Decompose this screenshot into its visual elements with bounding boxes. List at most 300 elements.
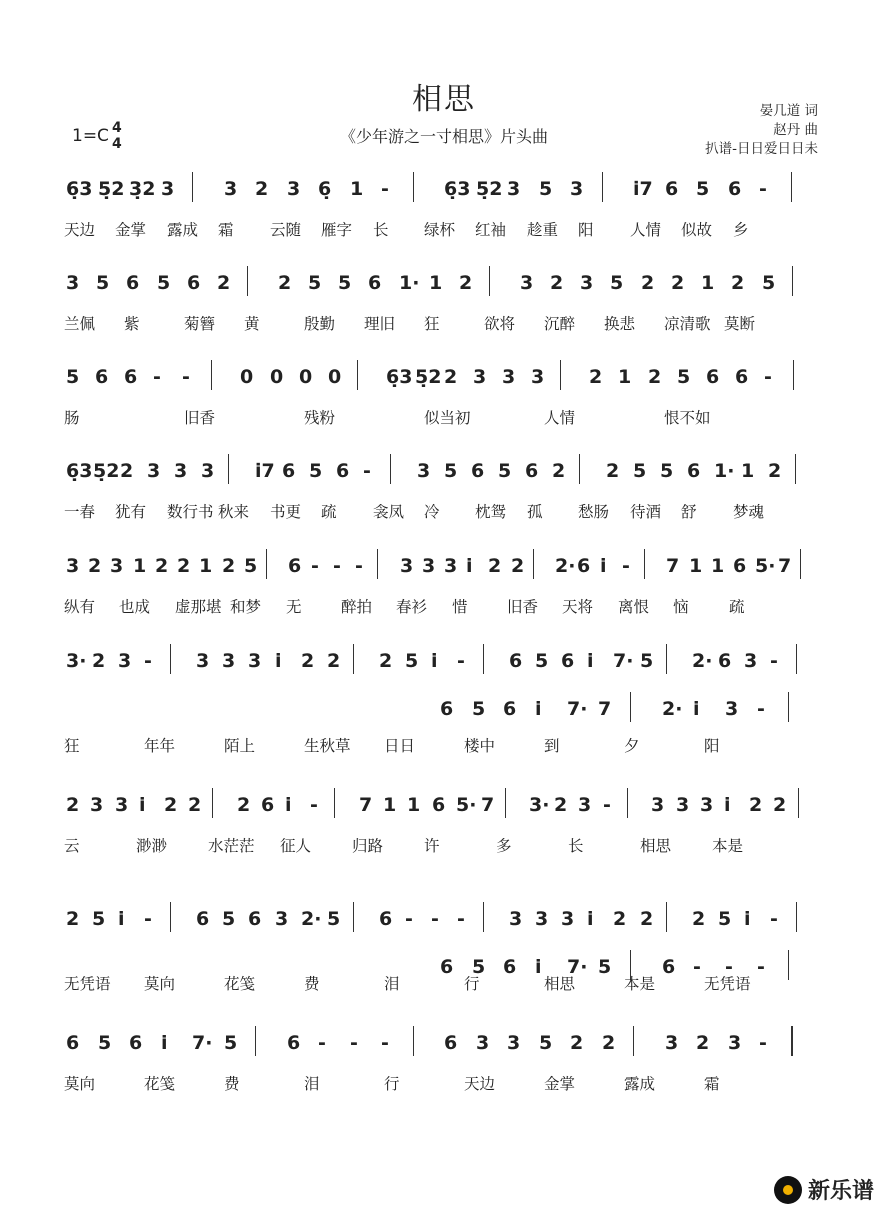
- note: 5: [405, 650, 419, 672]
- note: 3: [502, 366, 516, 388]
- note: 2·: [662, 698, 683, 720]
- note: i̇7: [633, 178, 653, 200]
- note: 5: [660, 460, 674, 482]
- note: i: [724, 794, 731, 816]
- note: 1·: [399, 272, 420, 294]
- note: 6: [735, 366, 749, 388]
- barline: [798, 788, 799, 818]
- lyric-row: [64, 734, 824, 760]
- note: 3: [287, 178, 301, 200]
- lyric-word: 醉拍: [341, 598, 373, 616]
- key-label: 1=C: [72, 126, 109, 146]
- note: 3: [665, 1032, 679, 1054]
- note: -: [757, 698, 765, 720]
- note: 2: [602, 1032, 616, 1054]
- note: 2: [488, 555, 502, 577]
- note: 7·: [192, 1032, 213, 1054]
- lyric-word: 虚那堪: [175, 598, 222, 616]
- note: 2: [164, 794, 178, 816]
- note: 7: [598, 698, 612, 720]
- note: 6̣3: [66, 460, 93, 482]
- lyric-word: 泪: [304, 1075, 320, 1093]
- note: 7: [666, 555, 680, 577]
- note: -: [770, 908, 778, 930]
- note: 3: [66, 555, 80, 577]
- note: -: [725, 956, 733, 978]
- note: 6: [368, 272, 382, 294]
- note: 6: [440, 698, 454, 720]
- lyric-word: 黄: [244, 315, 260, 333]
- lyric-word: 云: [64, 837, 80, 855]
- note: -: [182, 366, 190, 388]
- note: 1: [383, 794, 397, 816]
- barline: [211, 360, 212, 390]
- note: i: [535, 698, 542, 720]
- note: 6: [525, 460, 539, 482]
- note: 7·: [613, 650, 634, 672]
- note: 6: [95, 366, 109, 388]
- lyric-row: [64, 1072, 824, 1098]
- lyric-word: 恼: [673, 598, 689, 616]
- note: 1: [711, 555, 725, 577]
- note: 6: [288, 555, 302, 577]
- note: 3: [90, 794, 104, 816]
- note: -: [381, 1032, 389, 1054]
- note: 3: [561, 908, 575, 930]
- lyric-word: 渺渺: [136, 837, 168, 855]
- note: 2: [237, 794, 251, 816]
- lyric-word: 菊簪: [184, 315, 216, 333]
- lower-note-row: [440, 698, 820, 734]
- note: 2: [640, 908, 654, 930]
- barline: [413, 172, 414, 202]
- barline: [791, 172, 792, 202]
- note: -: [603, 794, 611, 816]
- note: -: [350, 1032, 358, 1054]
- note: -: [310, 794, 318, 816]
- lyric-word: 霜: [218, 221, 234, 239]
- lyric-word: 一春: [64, 503, 96, 521]
- note: 6: [728, 178, 742, 200]
- note: 6: [471, 460, 485, 482]
- barline: [228, 454, 229, 484]
- barline: [793, 360, 794, 390]
- note: 2: [749, 794, 763, 816]
- note: 2: [552, 460, 566, 482]
- lyric-word: 衾凤: [373, 503, 405, 521]
- note: 2: [550, 272, 564, 294]
- note-row: [66, 794, 826, 830]
- note: 5: [539, 1032, 553, 1054]
- note: 2: [327, 650, 341, 672]
- barline: [247, 266, 248, 296]
- barline: [633, 1026, 634, 1056]
- note: i: [275, 650, 282, 672]
- barline: [334, 788, 335, 818]
- lyric-word: 纵有: [64, 598, 96, 616]
- note: 5: [222, 908, 236, 930]
- note: 5: [244, 555, 258, 577]
- note: 3: [422, 555, 436, 577]
- note: 5: [327, 908, 341, 930]
- note: 3: [700, 794, 714, 816]
- lyric-word: 到: [544, 737, 560, 755]
- note: -: [457, 650, 465, 672]
- barline: [579, 454, 580, 484]
- barline: [212, 788, 213, 818]
- lyric-word: 凉清歌: [664, 315, 711, 333]
- note: 5: [472, 698, 486, 720]
- lyric-row: [64, 834, 824, 860]
- note: 1: [618, 366, 632, 388]
- note: 2: [66, 794, 80, 816]
- note: 3: [275, 908, 289, 930]
- note: -: [764, 366, 772, 388]
- note: 5: [224, 1032, 238, 1054]
- note: 3: [520, 272, 534, 294]
- note-row: [66, 272, 826, 308]
- note: 3: [417, 460, 431, 482]
- note: 5: [444, 460, 458, 482]
- note: 5̣2: [93, 460, 120, 482]
- note: 3: [725, 698, 739, 720]
- note: 6: [440, 956, 454, 978]
- note: 2: [671, 272, 685, 294]
- note: 6: [196, 908, 210, 930]
- lyric-word: 舒: [681, 503, 697, 521]
- lyric-word: 天将: [562, 598, 594, 616]
- barline: [796, 902, 797, 932]
- note: 6: [432, 794, 446, 816]
- barline: [800, 549, 801, 579]
- note: 1: [350, 178, 364, 200]
- lyric-word: 离恨: [618, 598, 650, 616]
- note: 6: [665, 178, 679, 200]
- score-line: [0, 1032, 888, 1150]
- lyric-word: 陌上: [224, 737, 256, 755]
- lyric-word: 换悲: [604, 315, 636, 333]
- note: 3: [580, 272, 594, 294]
- note: 3: [222, 650, 236, 672]
- note: 5: [633, 460, 647, 482]
- note: -: [144, 908, 152, 930]
- note: 2: [692, 908, 706, 930]
- note: 2: [120, 460, 134, 482]
- barline: [170, 644, 171, 674]
- note: 2: [731, 272, 745, 294]
- barline: [560, 360, 561, 390]
- lyric-word: 花笺: [144, 1075, 176, 1093]
- credits: [705, 102, 818, 159]
- lyric-word: 莫断: [724, 315, 756, 333]
- note: 3: [201, 460, 215, 482]
- note: 3: [115, 794, 129, 816]
- lyric-word: 长: [373, 221, 389, 239]
- note: 3: [531, 366, 545, 388]
- barline: [266, 549, 267, 579]
- lyric-row: [64, 218, 824, 244]
- note: i: [139, 794, 146, 816]
- lyric-word: 肠: [64, 409, 80, 427]
- note: 5: [539, 178, 553, 200]
- note: 5: [308, 272, 322, 294]
- note: 6: [129, 1032, 143, 1054]
- note: 6: [124, 366, 138, 388]
- note: 3: [570, 178, 584, 200]
- note: 5·: [755, 555, 776, 577]
- barline: [602, 172, 603, 202]
- note: 5̣2: [98, 178, 125, 200]
- note: -: [759, 1032, 767, 1054]
- note: i: [587, 650, 594, 672]
- note: 2: [641, 272, 655, 294]
- note: 2: [444, 366, 458, 388]
- note: 3: [66, 272, 80, 294]
- note: 7: [481, 794, 495, 816]
- lyric-word: 费: [304, 975, 320, 993]
- note: 3: [400, 555, 414, 577]
- note: 6: [509, 650, 523, 672]
- note: 3: [535, 908, 549, 930]
- note: 2: [222, 555, 236, 577]
- lyric-word: 水茫茫: [208, 837, 255, 855]
- note: 6: [503, 698, 517, 720]
- lyric-word: 天边: [64, 221, 96, 239]
- lyric-word: 欲将: [484, 315, 516, 333]
- note: 3: [161, 178, 175, 200]
- lyric-word: 无: [286, 598, 302, 616]
- note: 2: [606, 460, 620, 482]
- note: 3: [224, 178, 238, 200]
- note-row: [66, 908, 826, 944]
- lyric-word: 犹有: [115, 503, 147, 521]
- note: 5: [718, 908, 732, 930]
- logo-text: 新乐谱: [807, 1179, 874, 1204]
- note: 5: [98, 1032, 112, 1054]
- barline: [796, 644, 797, 674]
- note: 6: [687, 460, 701, 482]
- note: 5: [309, 460, 323, 482]
- lyric-word: 秋来: [218, 503, 250, 521]
- note: 2: [696, 1032, 710, 1054]
- lyric-word: 露成: [624, 1075, 656, 1093]
- lyric-word: 金掌: [115, 221, 147, 239]
- note: -: [363, 460, 371, 482]
- lyric-word: 理旧: [364, 315, 396, 333]
- note: 3·: [529, 794, 550, 816]
- lyric-word: 春衫: [396, 598, 428, 616]
- lyric-word: 趁重: [527, 221, 559, 239]
- lyric-word: 相思: [640, 837, 672, 855]
- note: 2: [278, 272, 292, 294]
- logo-icon: [774, 1176, 802, 1204]
- lyric-word: 日日: [384, 737, 416, 755]
- note: i: [744, 908, 751, 930]
- lyric-word: 狂: [424, 315, 440, 333]
- subtitle: 《少年游之一寸相思》片头曲: [339, 127, 548, 146]
- note: 5̣2: [415, 366, 442, 388]
- note: 1: [133, 555, 147, 577]
- barline: [192, 172, 193, 202]
- lyric-word: 云随: [270, 221, 302, 239]
- note: 6: [336, 460, 350, 482]
- note: 2: [648, 366, 662, 388]
- barline: [170, 902, 171, 932]
- lyric-word: 本是: [624, 975, 656, 993]
- lyric-word: 泪: [384, 975, 400, 993]
- note: 5̣2: [476, 178, 503, 200]
- barline: [795, 454, 796, 484]
- note: 5: [677, 366, 691, 388]
- lyric-word: 年年: [144, 737, 176, 755]
- note: 2: [554, 794, 568, 816]
- lyric-word: 疏: [729, 598, 745, 616]
- lyric-word: 无凭语: [64, 975, 111, 993]
- note-row: [66, 555, 826, 591]
- note: 6: [248, 908, 262, 930]
- lyric-word: 愁肠: [578, 503, 610, 521]
- note-row: [66, 460, 826, 496]
- note: 1·: [714, 460, 735, 482]
- note: i: [535, 956, 542, 978]
- note: i: [118, 908, 125, 930]
- lyric-word: 人情: [630, 221, 662, 239]
- note: 2: [379, 650, 393, 672]
- note: 2: [768, 460, 782, 482]
- note: 2: [217, 272, 231, 294]
- note: 5: [338, 272, 352, 294]
- barline: [788, 692, 789, 722]
- barline: [644, 549, 645, 579]
- note: 6: [379, 908, 393, 930]
- note: 2: [613, 908, 627, 930]
- lyric-word: 花笺: [224, 975, 256, 993]
- note: 6̣3: [66, 178, 93, 200]
- lyric-word: 行: [464, 975, 480, 993]
- note: -: [144, 650, 152, 672]
- note: 2: [570, 1032, 584, 1054]
- note: 3: [507, 178, 521, 200]
- note: i: [466, 555, 473, 577]
- note: 5: [472, 956, 486, 978]
- barline: [483, 644, 484, 674]
- note: 3: [507, 1032, 521, 1054]
- note: 3·: [66, 650, 87, 672]
- note: i: [587, 908, 594, 930]
- note: 6: [187, 272, 201, 294]
- note: 5: [498, 460, 512, 482]
- barline: [533, 549, 534, 579]
- lyric-word: 殷勤: [304, 315, 336, 333]
- note: 3̣2: [129, 178, 156, 200]
- lyric-word: 无凭语: [704, 975, 751, 993]
- note: 6̣3: [386, 366, 413, 388]
- composer: 赵丹 曲: [773, 122, 818, 138]
- barline: [357, 360, 358, 390]
- barline: [413, 1026, 414, 1056]
- note: 0: [270, 366, 284, 388]
- note: 2·: [301, 908, 322, 930]
- note: 1: [741, 460, 755, 482]
- lyric-row: [64, 500, 824, 526]
- note: 5: [762, 272, 776, 294]
- note: 2: [511, 555, 525, 577]
- note: 6: [282, 460, 296, 482]
- note: 2: [92, 650, 106, 672]
- lyric-word: 沉醉: [544, 315, 576, 333]
- note: 6: [444, 1032, 458, 1054]
- note: 6: [66, 1032, 80, 1054]
- barline: [630, 692, 631, 722]
- note: 1: [429, 272, 443, 294]
- lyric-word: 疏: [321, 503, 337, 521]
- note: -: [693, 956, 701, 978]
- note: -: [333, 555, 341, 577]
- note-row: [66, 1032, 826, 1068]
- lyric-word: 似故: [681, 221, 713, 239]
- note: 3: [476, 1032, 490, 1054]
- lyric-word: 待酒: [630, 503, 662, 521]
- note: -: [759, 178, 767, 200]
- note: 6̣3: [444, 178, 471, 200]
- note: -: [381, 178, 389, 200]
- lyric-word: 和梦: [230, 598, 262, 616]
- lyric-word: 楼中: [464, 737, 496, 755]
- note: i: [431, 650, 438, 672]
- note: 2·: [692, 650, 713, 672]
- note: 2: [155, 555, 169, 577]
- barline: [353, 902, 354, 932]
- lyric-word: 莫向: [64, 1075, 96, 1093]
- note: 3: [651, 794, 665, 816]
- barline: [627, 788, 628, 818]
- note-row: [66, 650, 826, 686]
- lyric-word: 冷: [424, 503, 440, 521]
- barline: [483, 902, 484, 932]
- note: -: [770, 650, 778, 672]
- logo: [774, 1174, 874, 1205]
- lyric-word: 人情: [544, 409, 576, 427]
- note: 3: [744, 650, 758, 672]
- note: 5: [92, 908, 106, 930]
- lyric-word: 惜: [452, 598, 468, 616]
- note: i: [285, 794, 292, 816]
- lyric-word: 阳: [704, 737, 720, 755]
- note-row: [66, 178, 826, 214]
- lyric-word: 天边: [464, 1075, 496, 1093]
- lyric-row: [64, 595, 824, 621]
- note: 3: [444, 555, 458, 577]
- barline: [666, 644, 667, 674]
- time-signature: [112, 120, 122, 152]
- note: 6̣: [318, 178, 332, 200]
- note: i̇7: [255, 460, 275, 482]
- note: 0: [240, 366, 254, 388]
- lyric-word: 相思: [544, 975, 576, 993]
- lyric-word: 归路: [352, 837, 384, 855]
- lyric-word: 似当初: [424, 409, 471, 427]
- note: -: [431, 908, 439, 930]
- lyric-word: 也成: [119, 598, 151, 616]
- barline: [353, 644, 354, 674]
- lyricist: 晏几道 词: [759, 103, 818, 119]
- score-line: [0, 908, 888, 1026]
- note: 6: [733, 555, 747, 577]
- note: 3: [509, 908, 523, 930]
- note: 6: [287, 1032, 301, 1054]
- time-bottom: 4: [111, 136, 122, 152]
- note: -: [318, 1032, 326, 1054]
